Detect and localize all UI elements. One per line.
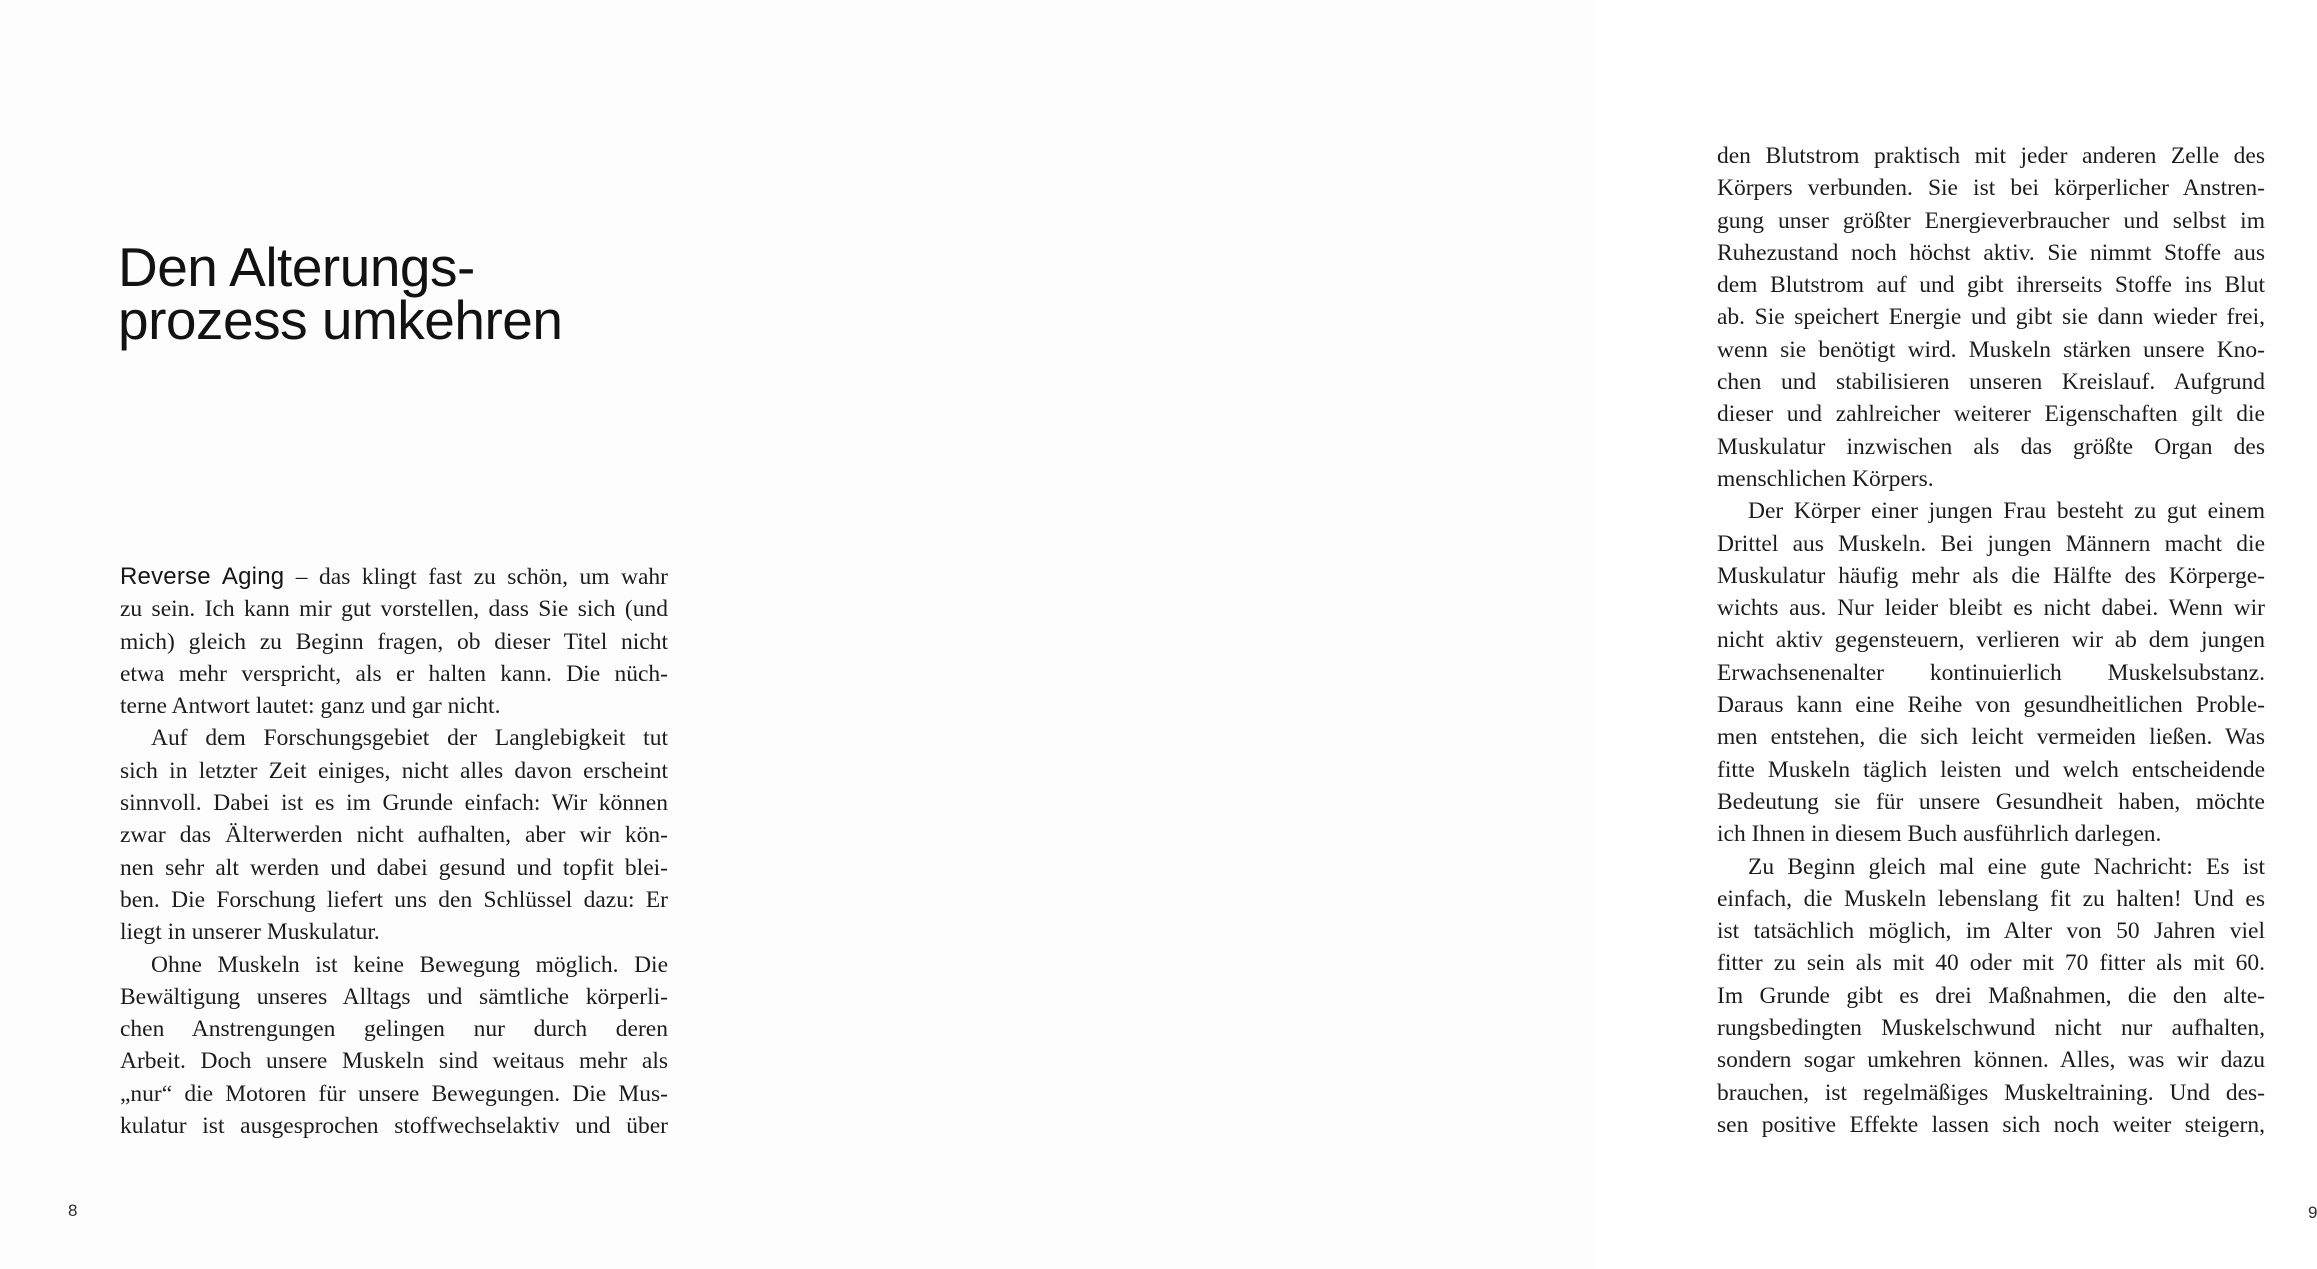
text-line: menschlichen Körpers. xyxy=(1717,465,1934,492)
text-line: dem Blutstrom auf und gibt ihrerseits Stoffe ins Blut xyxy=(1717,272,2265,299)
left-body-column xyxy=(120,561,668,1142)
text-line: ab. Sie speichert Energie und gibt sie dann wieder frei, xyxy=(1717,304,2265,331)
text-line: Erwachsenenalter kontinuierlich Muskelsubstanz. xyxy=(1717,659,2265,686)
text-line: brauchen, ist regelmäßiges Muskeltraining. Und des- xyxy=(1717,1079,2265,1106)
text-line: terne Antwort lautet: ganz und gar nicht. xyxy=(120,693,501,720)
right-page xyxy=(797,0,2317,1269)
text-line: ben. Die Forschung liefert uns den Schlüssel dazu: Er xyxy=(120,886,668,913)
text-line: Auf dem Forschungsgebiet der Langlebigkeit tut xyxy=(151,725,668,752)
text-line: zwar das Älterwerden nicht aufhalten, aber wir kön- xyxy=(120,822,668,849)
text-line: etwa mehr verspricht, als er halten kann. Die nüch- xyxy=(120,660,668,687)
text-line: wenn sie benötigt wird. Muskeln stärken unsere Kno- xyxy=(1717,336,2265,363)
chapter-title-line-2: prozess umkehren xyxy=(118,289,563,351)
text-line: Muskulatur inzwischen als das größte Organ des xyxy=(1717,433,2265,460)
text-line: wichts aus. Nur leider bleibt es nicht dabei. Wenn wir xyxy=(1717,595,2265,622)
text-line: Der Körper einer jungen Frau besteht zu gut einem xyxy=(1748,498,2265,525)
text-line: Drittel aus Muskeln. Bei jungen Männern macht die xyxy=(1717,530,2265,557)
paragraph xyxy=(1717,140,2265,495)
text-line: sen positive Effekte lassen sich noch weiter steigern, xyxy=(1717,1111,2265,1138)
text-line: kulatur ist ausgesprochen stoffwechselaktiv und über xyxy=(120,1113,668,1140)
text-line: Körpers verbunden. Sie ist bei körperlicher Anstren- xyxy=(1717,175,2265,202)
text-line: Ruhezustand noch höchst aktiv. Sie nimmt Stoffe aus xyxy=(1717,239,2265,266)
text-line: nicht aktiv gegensteuern, verlieren wir ab dem jungen xyxy=(1717,627,2265,654)
paragraph xyxy=(120,561,668,722)
paragraph xyxy=(120,949,668,1143)
paragraph xyxy=(120,722,668,948)
text-line: den Blutstrom praktisch mit jeder anderen Zelle des xyxy=(1717,143,2265,169)
text-line: „nur“ die Motoren für unsere Bewegungen. Die Mus- xyxy=(120,1080,668,1107)
text-line: einfach, die Muskeln lebenslang fit zu halten! Und es xyxy=(1717,885,2265,912)
right-body-column xyxy=(1717,140,2265,1141)
text-line: rungsbedingten Muskelschwund nicht nur aufhalten, xyxy=(1717,1015,2265,1042)
page-number-right: 9 xyxy=(2308,1203,2317,1222)
paragraph xyxy=(1717,851,2265,1142)
lead-in-phrase: Reverse Aging xyxy=(120,563,285,590)
paragraph xyxy=(1717,495,2265,850)
text-line: Bewältigung unseres Alltags und sämtliche körperli- xyxy=(120,983,668,1010)
text-line: dieser und zahlreicher weiterer Eigenschaften gilt die xyxy=(1717,401,2265,428)
text-line: sondern sogar umkehren können. Alles, was wir dazu xyxy=(1717,1047,2265,1074)
text-line: chen Anstrengungen gelingen nur durch deren xyxy=(120,1016,668,1043)
text-line: fitte Muskeln täglich leisten und welch entscheidende xyxy=(1717,756,2265,783)
text-line-rest: – das klingt fast zu schön, um wahr xyxy=(284,564,668,590)
left-page xyxy=(0,0,797,1269)
text-line: men entstehen, die sich leicht vermeiden ließen. Was xyxy=(1717,724,2265,751)
text-line xyxy=(120,561,668,593)
text-line: mich) gleich zu Beginn fragen, ob dieser Titel nicht xyxy=(120,628,668,655)
text-line: ist tatsächlich möglich, im Alter von 50 Jahren viel xyxy=(1717,918,2265,945)
text-line: zu sein. Ich kann mir gut vorstellen, dass Sie sich (und xyxy=(120,596,668,623)
text-line: chen und stabilisieren unseren Kreislauf. Aufgrund xyxy=(1717,369,2265,396)
text-line: nen sehr alt werden und dabei gesund und topfit blei- xyxy=(120,854,668,881)
text-line: sich in letzter Zeit einiges, nicht alles davon erscheint xyxy=(120,757,668,784)
text-line: Bedeutung sie für unsere Gesundheit haben, möchte xyxy=(1717,788,2265,815)
text-line: fitter zu sein als mit 40 oder mit 70 fitter als mit 60. xyxy=(1717,950,2265,977)
chapter-title-line-1: Den Alterungs- xyxy=(118,236,475,298)
text-line: Arbeit. Doch unsere Muskeln sind weitaus mehr als xyxy=(120,1048,668,1075)
text-line: liegt in unserer Muskulatur. xyxy=(120,919,380,946)
text-line: ich Ihnen in diesem Buch ausführlich darlegen. xyxy=(1717,821,2162,848)
text-line: Ohne Muskeln ist keine Bewegung möglich. Die xyxy=(151,951,668,978)
text-line: sinnvoll. Dabei ist es im Grunde einfach: Wir können xyxy=(120,790,668,817)
text-line: Zu Beginn gleich mal eine gute Nachricht: Es ist xyxy=(1748,853,2265,880)
text-line: Daraus kann eine Reihe von gesundheitlichen Proble- xyxy=(1717,692,2265,719)
text-line: gung unser größter Energieverbraucher und selbst im xyxy=(1717,207,2265,234)
text-line: Muskulatur häufig mehr als die Hälfte des Körperge- xyxy=(1717,562,2265,589)
chapter-title xyxy=(118,236,563,351)
page-number-left: 8 xyxy=(68,1201,78,1220)
text-line: Im Grunde gibt es drei Maßnahmen, die den alte- xyxy=(1717,982,2265,1009)
